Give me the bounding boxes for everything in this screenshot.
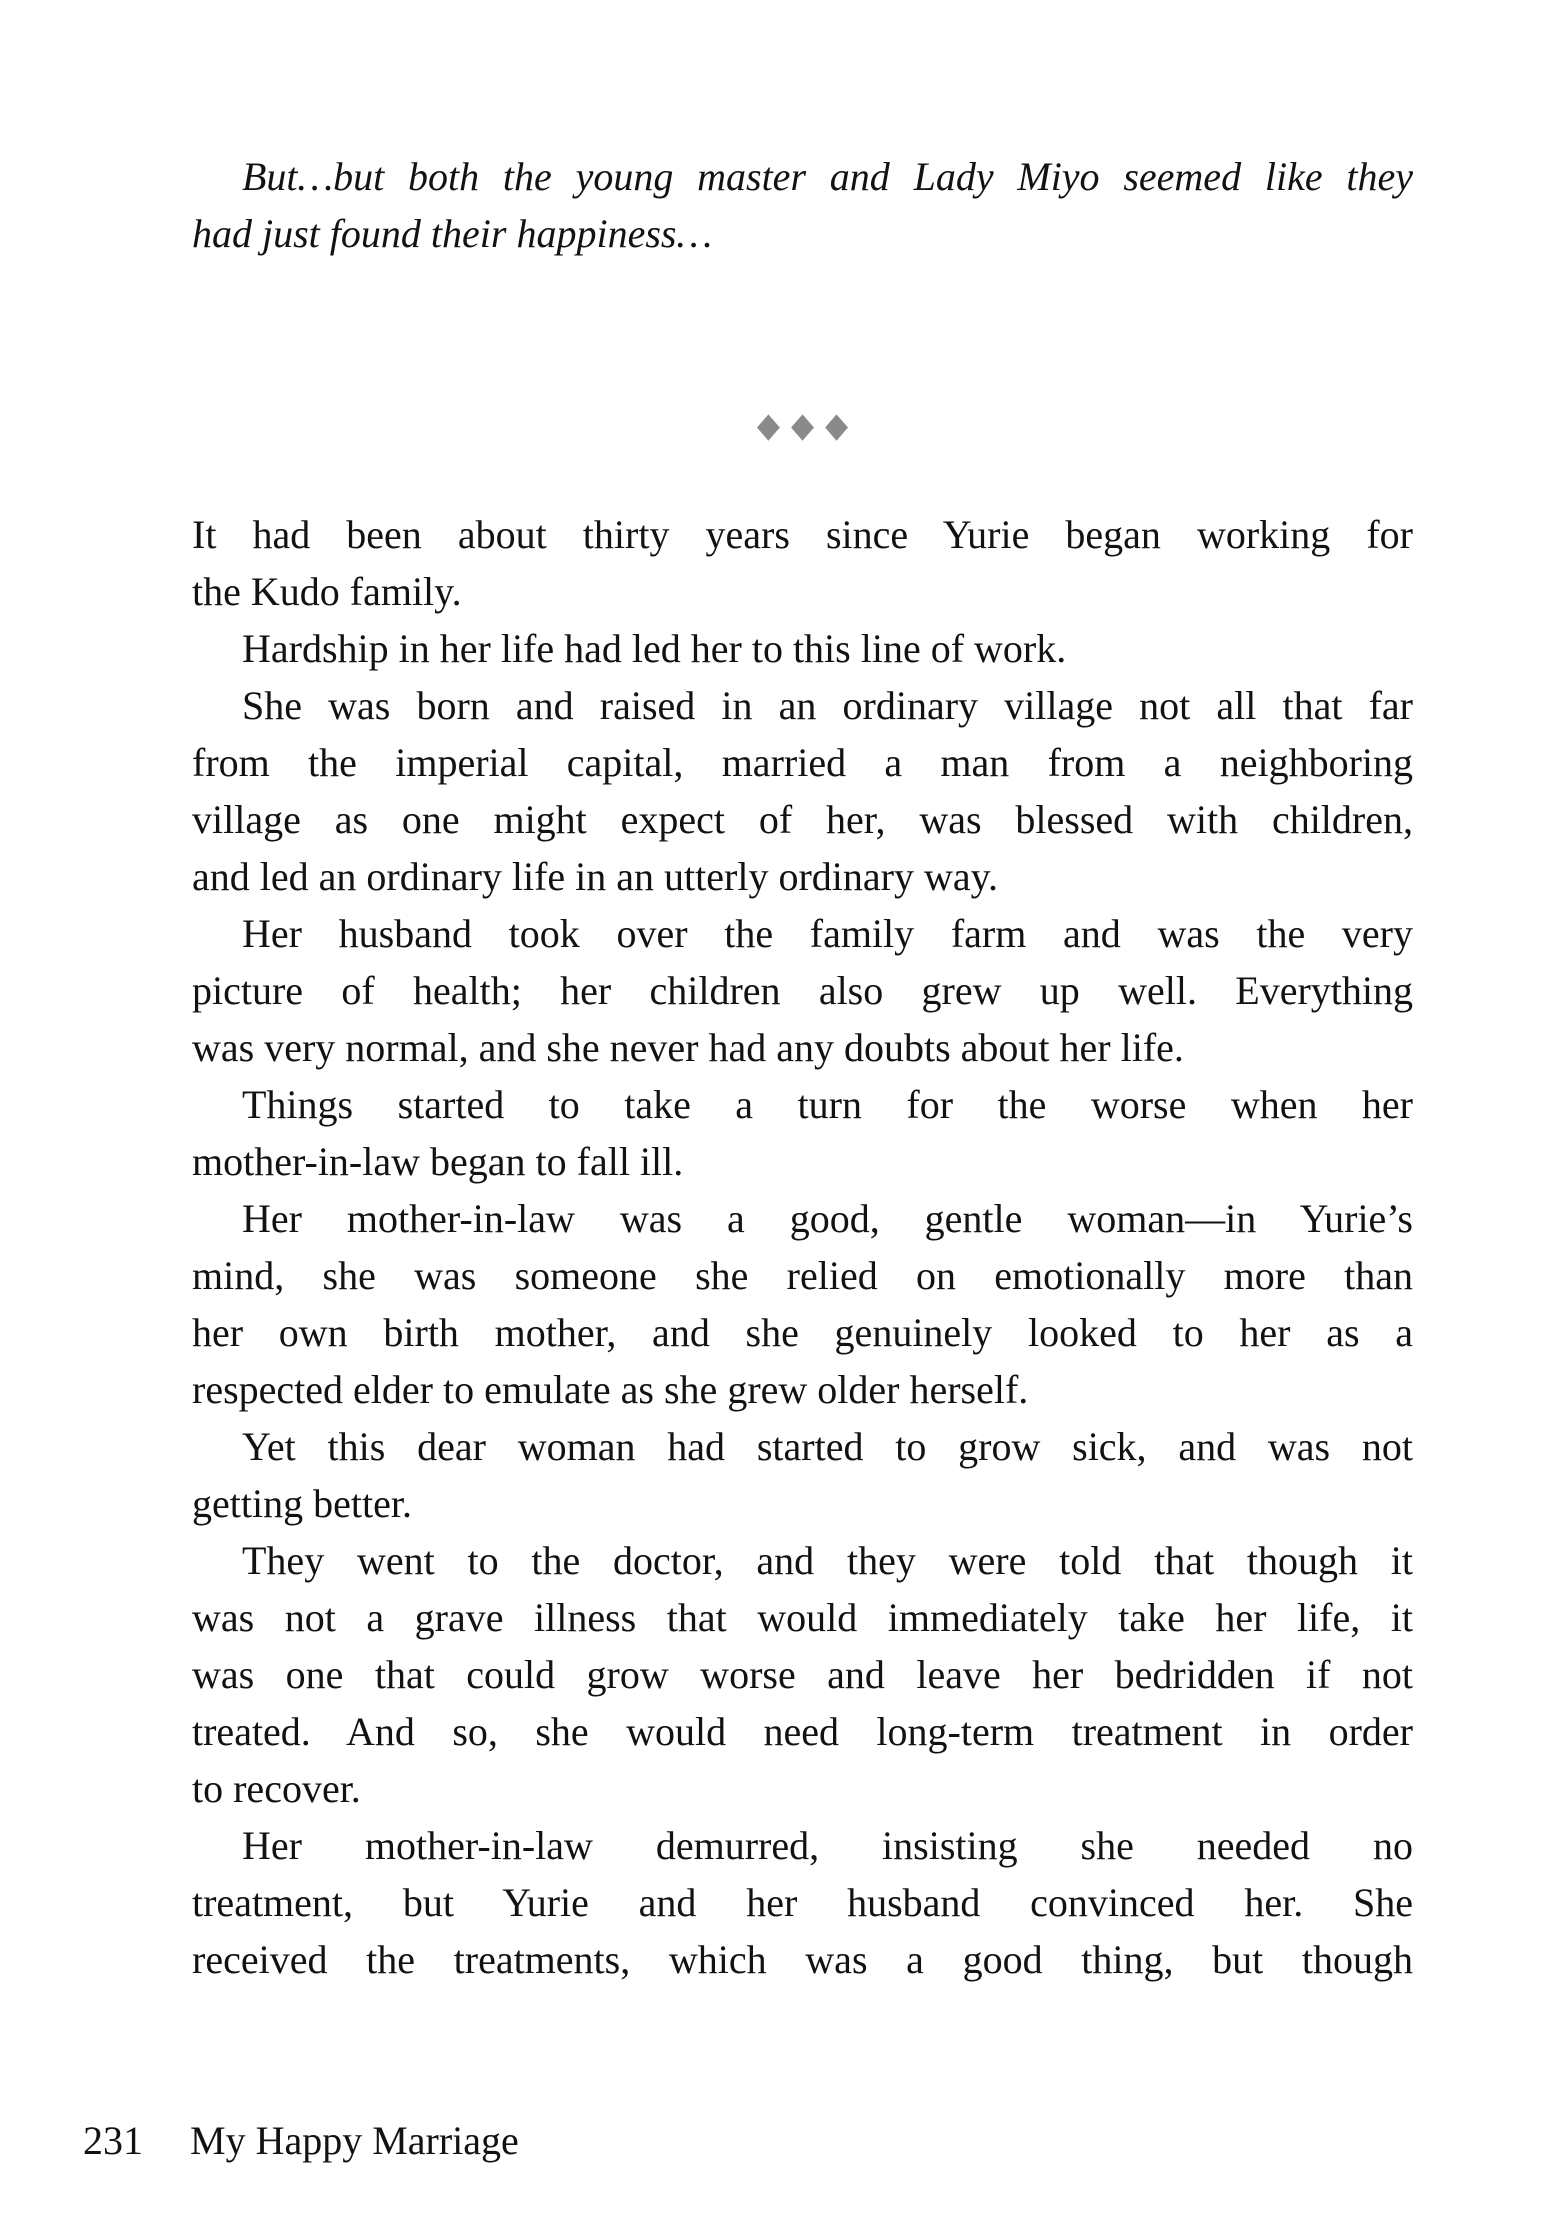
paragraph — [192, 1190, 1413, 1418]
text-line: was very normal, and she never had any doubts about her life. — [192, 1025, 1184, 1070]
paragraph — [192, 506, 1413, 620]
text-line: mind, she was someone she relied on emotionally more than — [192, 1253, 1413, 1298]
text-line: Yet this dear woman had started to grow sick, and was not — [242, 1424, 1413, 1469]
text-line: Her mother-in-law demurred, insisting she needed no — [242, 1823, 1413, 1868]
paragraph — [192, 905, 1413, 1076]
paragraph — [192, 620, 1413, 677]
text-line: was not a grave illness that would immediately take her life, it — [192, 1595, 1413, 1640]
text-line: was one that could grow worse and leave her bedridden if not — [192, 1652, 1413, 1697]
diamond-icon: ◆ — [825, 405, 849, 446]
text-line: from the imperial capital, married a man from a neighboring — [192, 740, 1413, 785]
text-line: Her mother-in-law was a good, gentle woman—in Yurie’s — [242, 1196, 1413, 1241]
diamond-icon: ◆ — [790, 405, 815, 446]
text-line: Things started to take a turn for the worse when her — [242, 1082, 1413, 1127]
text-line: It had been about thirty years since Yurie began working for — [192, 512, 1413, 557]
intro-quote-paragraph — [192, 148, 1413, 262]
text-line: mother-in-law began to fall ill. — [192, 1139, 684, 1184]
text-line: They went to the doctor, and they were told that though it — [242, 1538, 1413, 1583]
body-text — [192, 506, 1413, 1988]
text-line: Hardship in her life had led her to this line of work. — [242, 626, 1067, 671]
text-line: treatment, but Yurie and her husband convinced her. She — [192, 1880, 1413, 1925]
page-footer — [0, 2112, 1567, 2172]
text-line: received the treatments, which was a good thing, but though — [192, 1937, 1413, 1982]
diamond-icon: ◆ — [756, 405, 780, 446]
text-line: getting better. — [192, 1481, 412, 1526]
text-line: Her husband took over the family farm and was the very — [242, 911, 1413, 956]
text-line: to recover. — [192, 1766, 361, 1811]
text-line: her own birth mother, and she genuinely looked to her as a — [192, 1310, 1413, 1355]
paragraph — [192, 1418, 1413, 1532]
text-line: the Kudo family. — [192, 569, 462, 614]
text-line: treated. And so, she would need long-term treatment in order — [192, 1709, 1413, 1754]
scene-break-divider — [192, 404, 1413, 448]
text-line: respected elder to emulate as she grew older herself. — [192, 1367, 1029, 1412]
text-line: She was born and raised in an ordinary village not all that far — [242, 683, 1413, 728]
paragraph — [192, 1076, 1413, 1190]
text-line: village as one might expect of her, was blessed with children, — [192, 797, 1413, 842]
text-line: had just found their happiness… — [192, 211, 713, 256]
paragraph — [192, 677, 1413, 905]
running-title: My Happy Marriage — [190, 2118, 519, 2163]
paragraph — [192, 148, 1413, 262]
paragraph — [192, 1532, 1413, 1817]
text-line: and led an ordinary life in an utterly ordinary way. — [192, 854, 999, 899]
text-line: But…but both the young master and Lady Miyo seemed like they — [242, 154, 1413, 199]
page-number: 231 — [83, 2118, 143, 2163]
text-line: picture of health; her children also grew up well. Everything — [192, 968, 1413, 1013]
paragraph — [192, 1817, 1413, 1988]
